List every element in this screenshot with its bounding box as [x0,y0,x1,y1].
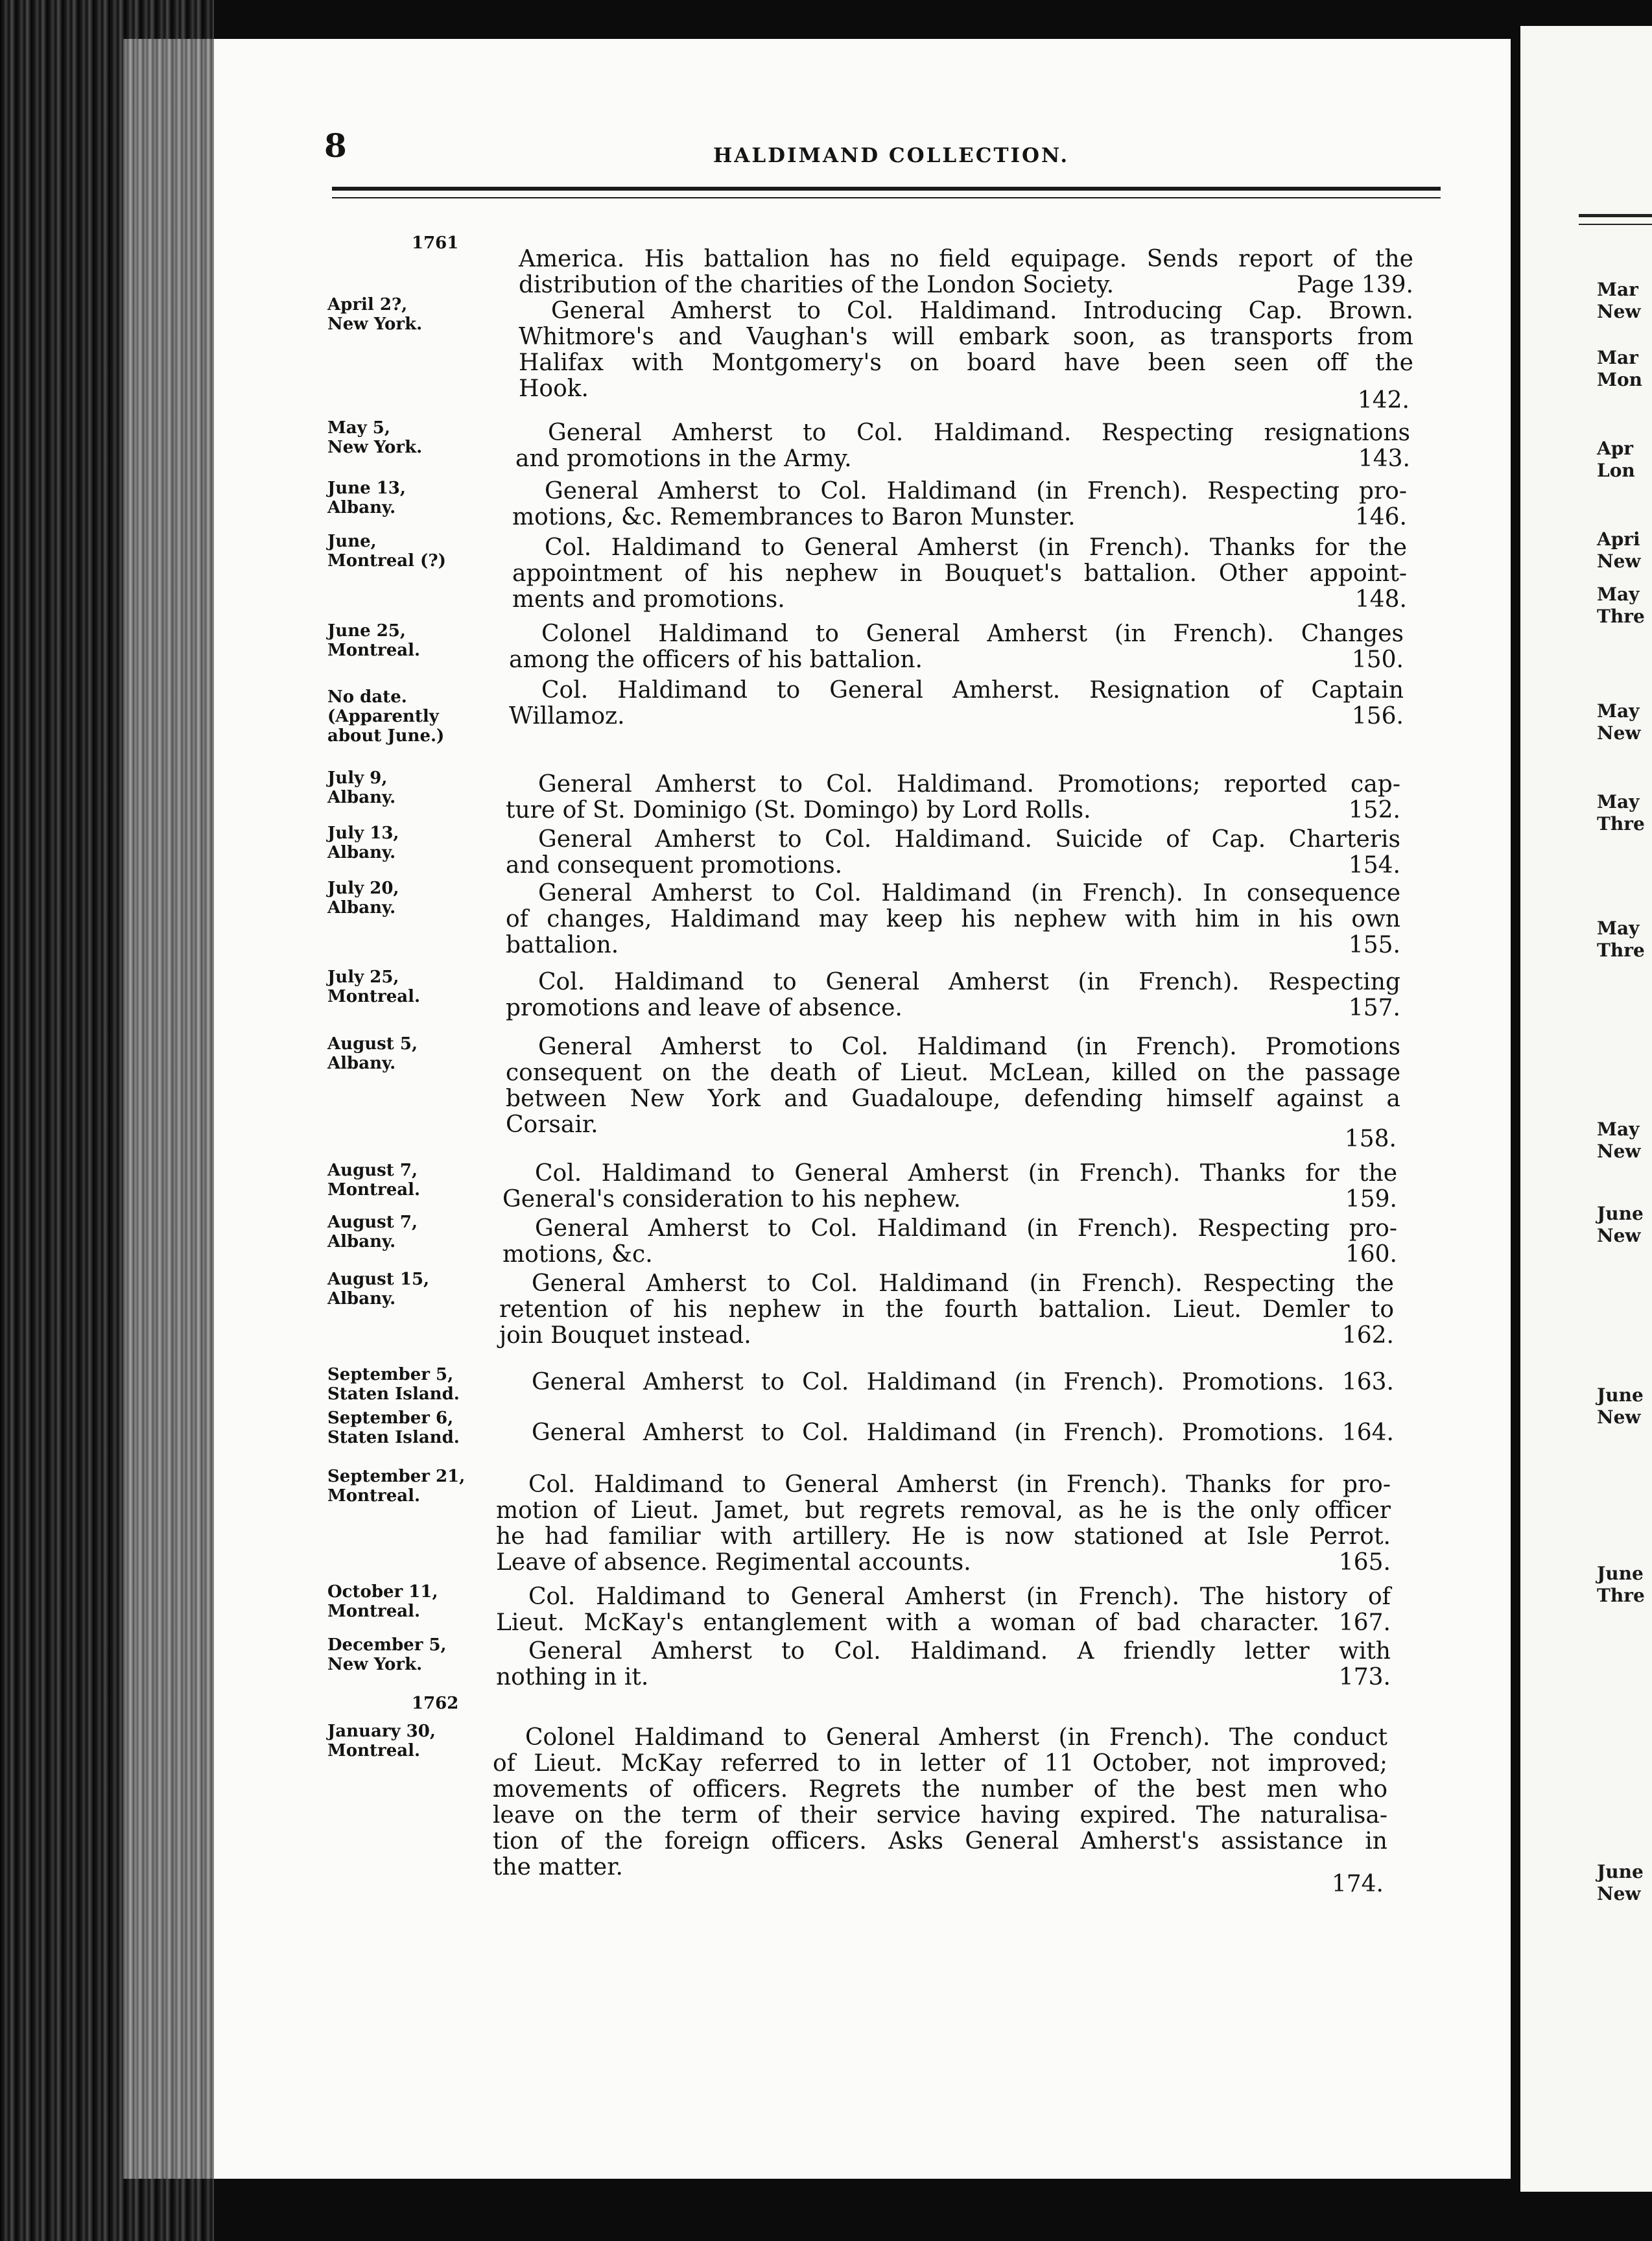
entry-line: Col. Haldimand to General Amherst. Resignation of Captain [541,677,1404,704]
entry-line: Leave of absence. Regimental accounts. [496,1549,971,1576]
page-reference: 146. [1354,504,1407,530]
entry-line: General Amherst to Col. Haldimand. Suicide of Cap. Charteris [538,826,1400,853]
facing-margin-note: May Thre [1597,584,1645,627]
entry-line: General Amherst to Col. Haldimand (in French). Promotions [538,1034,1400,1060]
page-reference: 159. [1345,1186,1397,1213]
page-reference: 160. [1345,1241,1397,1268]
entry-line: Col. Haldimand to General Amherst (in French). Respecting [538,969,1400,995]
page-edges [123,39,214,2179]
facing-margin-note: Apr Lon [1597,438,1635,481]
entry-line: Halifax with Montgomery's on board have been seen off the [519,350,1413,376]
margin-date: August 7, Albany. [327,1213,418,1251]
facing-margin-note: June New [1597,1203,1644,1246]
page-reference: 155. [1348,932,1400,958]
margin-date: September 5, Staten Island. [327,1365,460,1404]
entry-line: join Bouquet instead. [499,1322,751,1349]
entry-line: ture of St. Dominigo (St. Domingo) by Lord Rolls. [506,797,1091,824]
entry-line: motions, &c. [502,1241,653,1268]
margin-date: August 15, Albany. [327,1270,430,1309]
page-reference: 173. [1338,1664,1391,1690]
page-reference: 152. [1348,797,1400,824]
entry-line: he had familiar with artillery. He is now stationed at Isle Perrot. [496,1523,1391,1550]
margin-date: August 5, Albany. [327,1034,418,1073]
facing-margin-note: June Thre [1597,1563,1645,1606]
entry-line: General Amherst to Col. Haldimand. Introducing Cap. Brown. [551,298,1413,324]
page-reference: 148. [1354,586,1407,613]
entry-line: Hook. [519,375,589,402]
entry-line: nothing in it. [496,1664,649,1690]
entry-line: promotions and leave of absence. [506,995,903,1021]
page-reference: Page 139. [1296,272,1413,298]
running-head: HALDIMAND COLLECTION. [713,144,1070,167]
margin-date: June 13, Albany. [327,479,406,517]
entry-line: among the officers of his battalion. [509,646,923,673]
entry-line: Col. Haldimand to General Amherst (in French). Thanks for pro- [528,1471,1391,1498]
margin-date: April 2?, New York. [327,295,423,334]
entry-line: Colonel Haldimand to General Amherst (in French). Changes [541,621,1404,647]
facing-margin-note: May New [1597,700,1641,744]
calendar-entry [496,1584,1391,1636]
entry-line: General Amherst to Col. Haldimand (in French). In consequence [538,880,1400,907]
entry-line: General Amherst to Col. Haldimand. Promotions; reported cap- [538,771,1400,798]
margin-date: 1761 [412,233,459,253]
calendar-entry [506,969,1400,1021]
entry-line: battalion. [506,932,619,958]
page-reference: 142. [1357,387,1410,414]
calendar-entry [502,1216,1397,1268]
calendar-entry [519,298,1413,414]
margin-date: July 13, Albany. [327,824,399,862]
facing-margin-note: June New [1597,1861,1644,1904]
head-rule [332,187,1441,198]
entry-line: consequent on the death of Lieut. McLean, killed on the passage [506,1060,1400,1086]
entry-line: between New York and Guadaloupe, defending himself against a [506,1085,1400,1112]
facing-margin-note: Apri New [1597,528,1641,572]
margin-date: December 5, New York. [327,1635,447,1674]
entry-line: Willamoz. [509,703,625,729]
margin-date: October 11, Montreal. [327,1582,438,1621]
entry-line: retention of his nephew in the fourth battalion. Lieut. Demler to [499,1296,1394,1323]
entry-line: Colonel Haldimand to General Amherst (in French). The conduct [525,1724,1387,1751]
margin-date: June, Montreal (?) [327,532,446,571]
entry-line: motion of Lieut. Jamet, but regrets removal, as he is the only officer [496,1497,1391,1524]
entry-line: and consequent promotions. [506,852,843,879]
margin-date: June 25, Montreal. [327,621,421,660]
page-reference: 162. [1341,1322,1394,1349]
margin-date: July 25, Montreal. [327,967,421,1006]
entry-line: General Amherst to Col. Haldimand (in French). Promotions. 164. [532,1419,1394,1446]
facing-page [1520,26,1652,2192]
entry-line: distribution of the charities of the London Society. [519,272,1115,298]
calendar-entry [502,1161,1397,1213]
calendar-entry [519,246,1413,298]
page-reference: 150. [1351,646,1404,673]
facing-margin-note: May Thre [1597,791,1645,835]
calendar-entry [512,479,1407,530]
entry-line: General Amherst to Col. Haldimand (in French). Promotions. 163. [532,1369,1394,1395]
calendar-entry [499,1370,1394,1395]
entry-line: General Amherst to Col. Haldimand (in French). Respecting pro- [535,1215,1397,1242]
entry-line: appointment of his nephew in Bouquet's battalion. Other appoint- [512,560,1407,587]
entry-line: the matter. [493,1854,623,1880]
page-reference: 154. [1348,852,1400,879]
page-reference: 165. [1338,1549,1391,1576]
entry-line: ments and promotions. [512,586,785,613]
entry-line: and promotions in the Army. [515,445,852,472]
calendar-entry [499,1271,1394,1349]
entry-line: motions, &c. Remembrances to Baron Munster. [512,504,1076,530]
entry-line: General Amherst to Col. Haldimand (in French). Respecting pro- [545,478,1407,504]
entry-line: of changes, Haldimand may keep his nephew with him in his own [506,906,1400,932]
page-reference: 156. [1351,703,1404,729]
entry-line: Lieut. McKay's entanglement with a woman of bad character. 167. [496,1609,1391,1636]
facing-margin-note: May New [1597,1119,1641,1162]
entry-line: of Lieut. McKay referred to in letter of 11 October, not improved; [493,1750,1387,1777]
page-reference: 157. [1348,995,1400,1021]
margin-date: No date. (Apparently about June.) [327,687,445,746]
page-number: 8 [324,126,347,165]
page-reference: 174. [1331,1871,1384,1897]
entry-line: leave on the term of their service having expired. The naturalisa- [493,1802,1387,1829]
calendar-entry [506,772,1400,824]
calendar-entry [506,827,1400,879]
entry-line: General Amherst to Col. Haldimand. A friendly letter with [528,1638,1391,1665]
calendar-entry [509,621,1404,673]
entry-line: Corsair. [506,1111,598,1138]
entry-line: Col. Haldimand to General Amherst (in French). The history of [528,1583,1391,1610]
calendar-entry [506,881,1400,958]
calendar-entry [496,1472,1391,1576]
entry-line: General Amherst to Col. Haldimand. Respecting resignations [548,420,1410,446]
margin-date: September 21, Montreal. [327,1467,466,1506]
entry-line: tion of the foreign officers. Asks General Amherst's assistance in [493,1828,1387,1855]
margin-date: July 9, Albany. [327,768,396,807]
calendar-entry [512,535,1407,613]
calendar-entry [496,1639,1391,1690]
entry-line: Col. Haldimand to General Amherst (in French). Thanks for the [545,534,1407,561]
entry-line: America. His battalion has no field equipage. Sends report of the [519,246,1413,272]
facing-head-rule [1579,214,1652,225]
calendar-entry [506,1034,1400,1152]
entry-line: General Amherst to Col. Haldimand (in French). Respecting the [532,1270,1394,1297]
margin-date: 1762 [412,1694,459,1713]
entry-line: General's consideration to his nephew. [502,1186,962,1213]
facing-margin-note: June New [1597,1384,1644,1428]
facing-margin-note: May Thre [1597,918,1645,961]
facing-margin-note: Mar New [1597,279,1641,322]
page-reference: 143. [1358,445,1410,472]
margin-date: May 5, New York. [327,418,423,457]
entry-line: Whitmore's and Vaughan's will embark soon, as transports from [519,324,1413,350]
facing-margin-note: Mar Mon [1597,347,1643,390]
margin-date: September 6, Staten Island. [327,1408,460,1447]
margin-date: January 30, Montreal. [327,1722,436,1761]
entry-line: movements of officers. Regrets the number of the best men who [493,1776,1387,1803]
margin-date: July 20, Albany. [327,879,399,918]
page-reference: 158. [1344,1126,1397,1152]
entry-line: Col. Haldimand to General Amherst (in French). Thanks for the [535,1160,1397,1187]
calendar-entry [493,1725,1387,1897]
calendar-entry [515,420,1410,472]
calendar-entry [509,678,1404,729]
margin-date: August 7, Montreal. [327,1161,421,1200]
calendar-entry [499,1420,1394,1446]
